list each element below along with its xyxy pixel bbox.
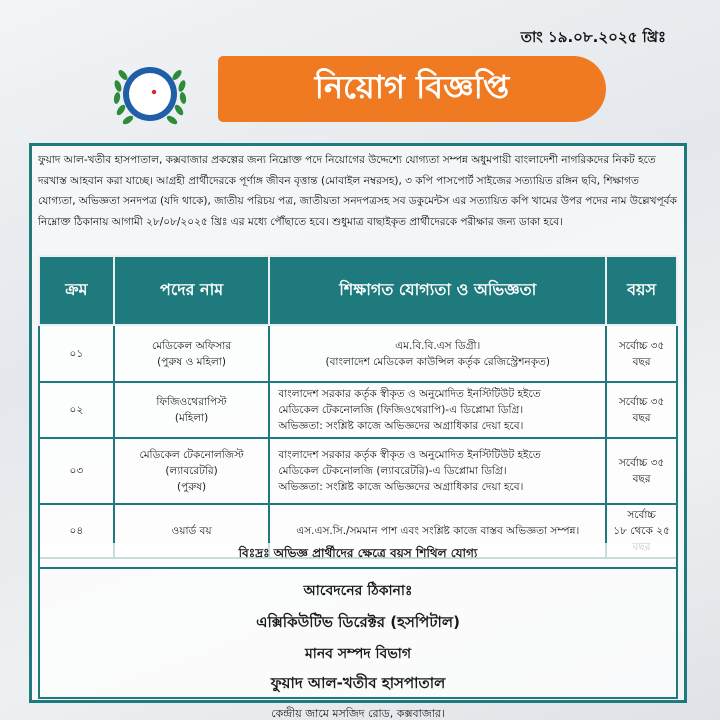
age-line: সর্বোচ্চ (627, 509, 656, 521)
table-row (39, 325, 677, 382)
age-line: সর্বোচ্চ ৩৫ বছর (618, 339, 665, 368)
table-row (39, 382, 677, 438)
notice-panel (29, 143, 687, 720)
qualification-line: এস.এস.সি./সমমান পাশ এবং সংশ্লিষ্ট কাজে বাস্তব অভিজ্ঞতা সম্পন্ন। (296, 525, 580, 537)
post-line: (পুরুষ) (176, 481, 207, 493)
header-post: পদের নাম (114, 256, 270, 325)
row-serial: ০২ (39, 382, 114, 438)
row-qualification (269, 438, 606, 504)
row-age (606, 325, 677, 382)
table-header-row (39, 256, 677, 325)
post-line: (মহিলা) (174, 412, 209, 424)
title-banner (218, 56, 606, 122)
address-department: মানব সম্পদ বিভাগ (304, 646, 412, 662)
table-row (39, 438, 677, 504)
qualification-line: বাংলাদেশ সরকার কর্তৃক স্বীকৃত ও অনুমোদিত ইনস্টিটিউট হইতে (278, 449, 541, 461)
age-line: সর্বোচ্চ ৩৫ বছর (618, 457, 665, 485)
row-post (114, 325, 270, 382)
post-line: মেডিকেল টেকনোলজিস্ট (139, 449, 244, 461)
post-line: ফিজিওথেরাপিস্ট (156, 396, 227, 408)
age-line: ১৮ থেকে ২৫ (613, 525, 670, 537)
intro-paragraph: ফুয়াদ আল-খতীব হাসপাতাল, কক্সবাজার প্রকল্পের জন্য নিম্নোক্ত পদে নিয়োগের উদ্দেশ্যে যোগ্যতা সম্পন্ন অধুমপায়ী বাংলাদেশী নাগরিকদের নিকট হতে দরখাস্ত আহবান করা যাচ্ছে। আগ্রহী প্রার্থীদেরকে পূর্ণাঙ্গ জীবন বৃত্তান্ত (মোবাইল নম্বরসহ), ৩ কপি পাসপোর্ট সাইজের সত্যায়িত রঙ্গিন ছবি, শিক্ষাগত যোগ্যতা, অভিজ্ঞতা সনদপত্র (যদি থাকে), জাতীয় পরিচয় পত্র, জাতীয়তা সনদপত্রসহ সব ডকুমেন্টস এর সত্যায়িত কপি খামের উপর পদের নাম উল্লেখপূর্বক নিম্নোক্ত ঠিকানায় আগামী ২৮/০৮/২০২৫ খ্রিঃ এর মধ্যে পৌঁছাতে হবে। শুধুমাত্র বাছাইকৃত প্রার্থীদেরকে পরীক্ষার জন্য ডাকা হবে। (38, 154, 677, 228)
hospital-emblem-icon (108, 52, 192, 136)
header-age: বয়স (606, 256, 677, 325)
row-age (606, 438, 677, 504)
address-designation: এক্সিকিউটিভ ডিরেক্টর (হসপিটাল) (256, 613, 460, 631)
header-serial: ক্রম (39, 256, 114, 325)
qualification-line: বাংলাদেশ সরকার কর্তৃক স্বীকৃত ও অনুমোদিত ইনস্টিটিউট হইতে (278, 388, 541, 400)
page-title: নিয়োগ বিজ্ঞপ্তি (314, 68, 510, 106)
notice-date: তাং ১৯.০৮.২০২৫ খ্রিঃ (520, 28, 666, 46)
row-age (606, 382, 677, 438)
row-qualification (269, 382, 606, 438)
qualification-line: মেডিকেল টেকনোলজি (ফিজিওথেরাপি)-এ ডিপ্লোমা ডিগ্রি। (278, 404, 524, 416)
qualification-line: অভিজ্ঞতা: সংশ্লিষ্ট কাজে অভিজ্ঞদের অগ্রাধিকার দেয়া হবে। (278, 420, 524, 432)
qualification-line: মেডিকেল টেকনোলজি (ল্যাবরেটরি)-এ ডিপ্লোমা ডিগ্রি। (278, 465, 507, 477)
address-organization: ফুয়াদ আল-খতীব হাসপাতাল (270, 674, 446, 692)
post-line: (পুরুষ ও মহিলা) (157, 355, 226, 368)
application-address (38, 569, 678, 720)
age-relaxation-note: বিঃদ্রঃ অভিজ্ঞ প্রার্থীদের ক্ষেত্রে বয়স শিথিল যোগ্য (38, 543, 678, 569)
row-serial: ০১ (39, 325, 114, 382)
age-line: সর্বোচ্চ ৩৫ বছর (618, 396, 665, 424)
qualification-line: অভিজ্ঞতা: সংশ্লিষ্ট কাজে অভিজ্ঞদের অগ্রাধিকার দেয়া হবে। (278, 481, 524, 493)
address-location: কেন্দ্রীয় জামে মসজিদ রোড, কক্সবাজার। (271, 707, 445, 720)
row-qualification (269, 325, 606, 382)
posts-table (38, 255, 678, 559)
row-post (114, 438, 270, 504)
row-serial: ০৩ (39, 438, 114, 504)
row-serial: ০৪ (39, 504, 114, 558)
qualification-line: এম.বি.বি.এস ডিগ্রী। (395, 339, 481, 352)
address-heading: আবেদনের ঠিকানাঃ (303, 583, 413, 599)
post-line: ওয়ার্ড বয় (171, 525, 212, 537)
post-line: মেডিকেল অফিসার (152, 339, 232, 352)
qualification-line: (বাংলাদেশ মেডিকেল কাউন্সিল কর্তৃক রেজিস্ট্রেশনকৃত) (325, 355, 551, 368)
header-qualification: শিক্ষাগত যোগ্যতা ও অভিজ্ঞতা (269, 256, 606, 325)
row-post (114, 382, 270, 438)
post-line: (ল্যাবরেটরি) (165, 465, 218, 477)
